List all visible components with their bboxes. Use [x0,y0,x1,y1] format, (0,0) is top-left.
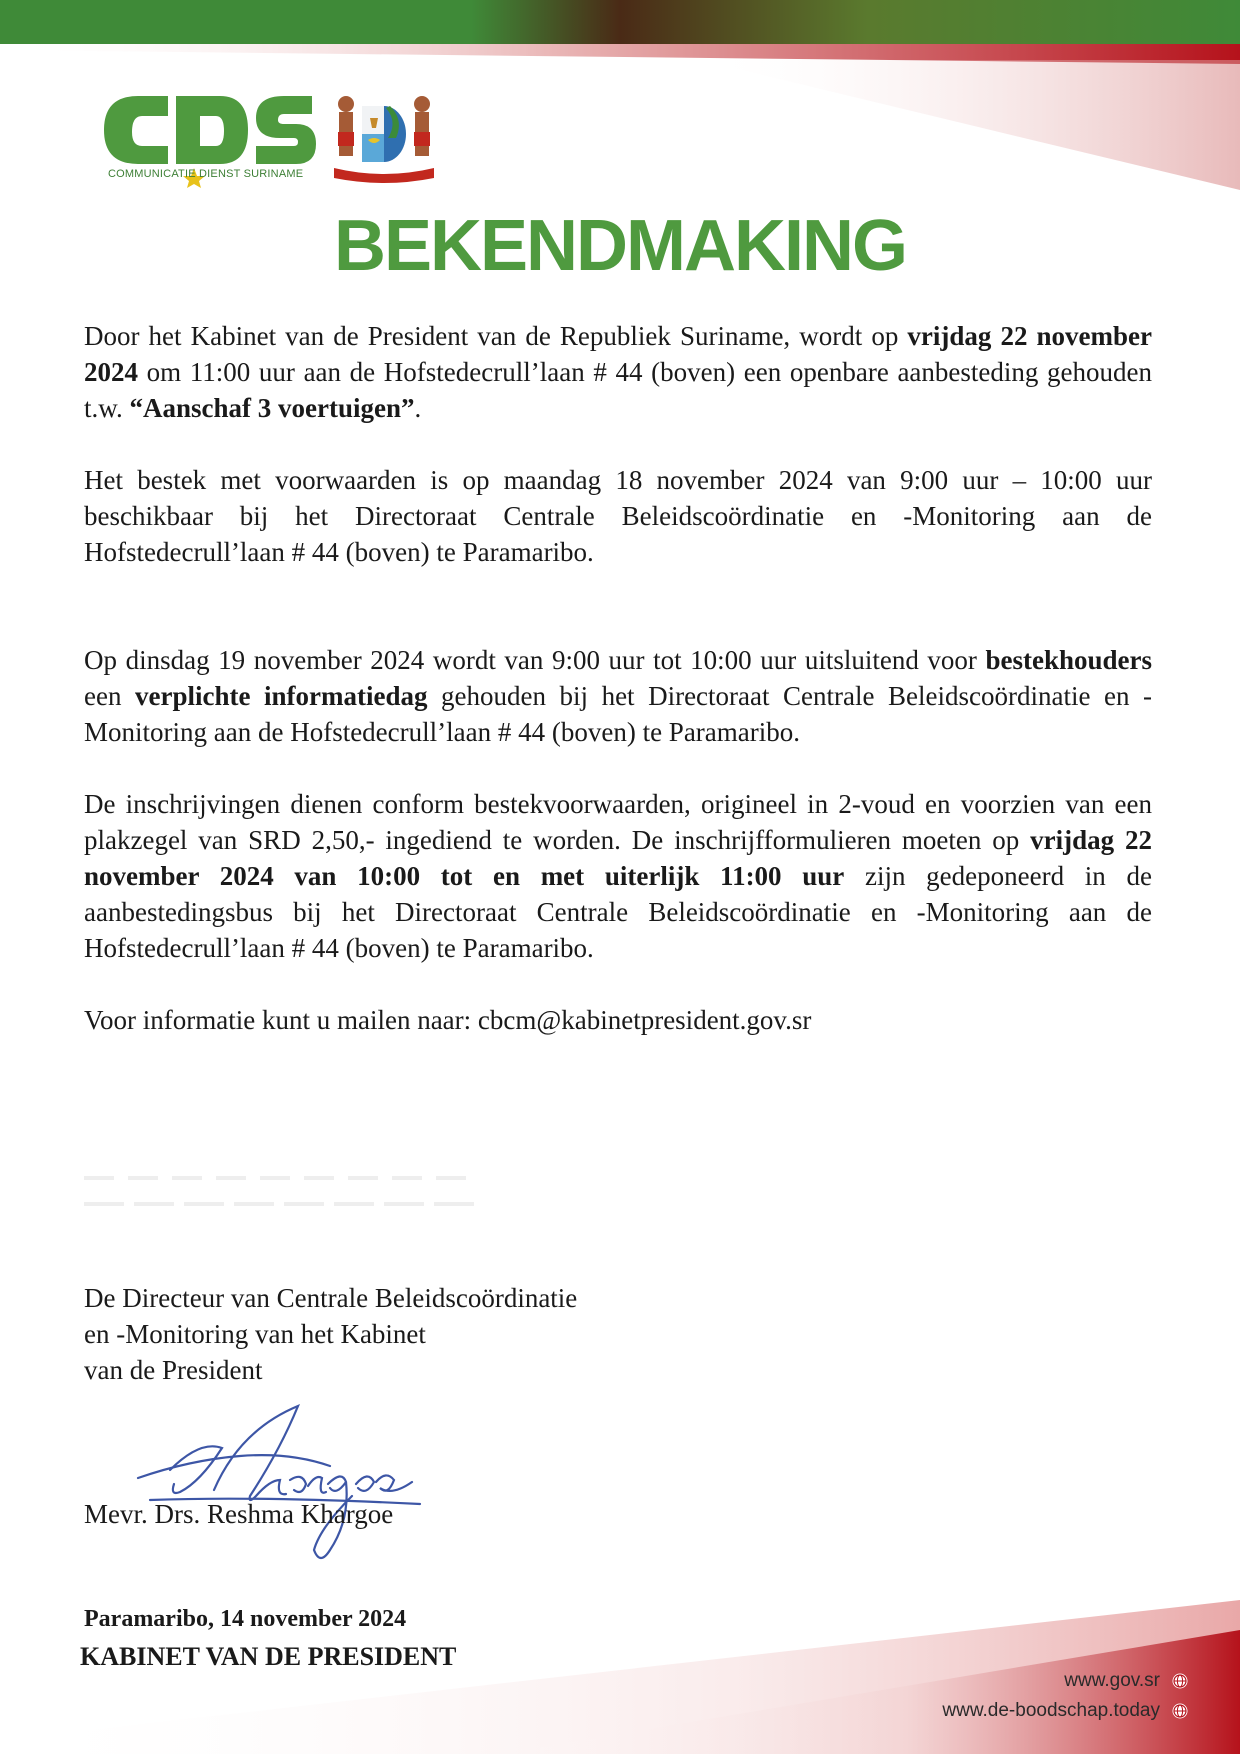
signoff-line: en -Monitoring van het Kabinet [84,1319,426,1349]
text-run: gehouden bij het Directoraat Centrale Beleidscoördinatie en -Monitoring aan de Hofstedecrull’laan # 44 (boven) te Paramaribo. [84,681,1153,747]
text-run: Het bestek met voorwaarden is op maandag 18 november 2024 van 9:00 uur – 10:00 uur beschikbaar bij het Directoraat Centrale Beleidscoördinatie en -Monitoring aan de Hofstedecrull’laan # 44 (boven) te Paramaribo. [84,465,1152,567]
handwritten-signature [130,1400,450,1570]
page-title: BEKENDMAKING [333,206,906,286]
text-run: om 11:00 uur aan de Hofstedecrull’laan # 44 (boven) een openbare aanbesteding gehouden t.w. [84,357,1152,423]
text-run: Door het Kabinet van de President van de Republiek Suriname, wordt op [84,321,908,351]
signoff-line: van de President [84,1355,263,1385]
announcement-body [84,318,1152,1038]
bold-text: vrijdag 22 november 2024 [84,321,1152,387]
cds-logo-caption: COMMUNICATIE DIENST SURINAME [108,168,304,180]
bold-text: “Aanschaf 3 voertuigen” [129,393,415,423]
header-red-wedge [700,60,1240,190]
bold-text: vrijdag 22 november 2024 van 10:00 tot en met uiterlijk 11:00 uur [84,825,1152,891]
footer-organization: KABINET VAN DE PRESIDENT [80,1642,457,1671]
bold-text: bestekhouders [985,645,1152,675]
bold-text: verplichte informatiedag [135,681,428,711]
footer-place-date: Paramaribo, 14 november 2024 [84,1606,407,1632]
paragraph-submission [84,786,1152,966]
text-run: . [414,393,422,423]
faint-artifact [84,1172,484,1212]
footer-url-boodschap[interactable] [942,1700,1188,1722]
paragraph-tender-announcement [84,318,1152,426]
signoff-block [84,1280,577,1388]
globe-icon [1172,1673,1188,1689]
paragraph-specifications [84,462,1152,570]
footer-url-text[interactable]: www.gov.sr [1064,1670,1160,1691]
text-run: zijn gedeponeerd in de aanbestedingsbus bij het Directoraat Centrale Beleidscoördinatie en -Monitoring aan de Hofstedecrull’laan # 44 (boven) te Paramaribo. [84,861,1152,963]
globe-icon [1172,1703,1188,1719]
footer-url-text[interactable]: www.de-boodschap.today [942,1700,1160,1721]
suriname-coat-of-arms-icon [326,88,442,184]
footer-url-gov[interactable] [1064,1670,1188,1692]
signer-name: Mevr. Drs. Reshma Khargoe [84,1499,394,1529]
text-run: een [84,681,136,711]
text-run: Voor informatie kunt u mailen naar: cbcm@kabinetpresident.gov.sr [84,1005,812,1035]
text-run: De inschrijvingen dienen conform bestekvoorwaarden, origineel in 2-voud en voorzien van een plakzegel van SRD 2,50,- ingediend te worden. De inschrijfformulieren moeten op [84,789,1152,855]
text-run: Op dinsdag 19 november 2024 wordt van 9:00 uur tot 10:00 uur uitsluitend voor [84,645,986,675]
signoff-line: De Directeur van Centrale Beleidscoördinatie [84,1283,578,1313]
paragraph-contact-email [84,1002,1152,1038]
header-logos [98,88,458,188]
paragraph-information-day [84,642,1152,750]
